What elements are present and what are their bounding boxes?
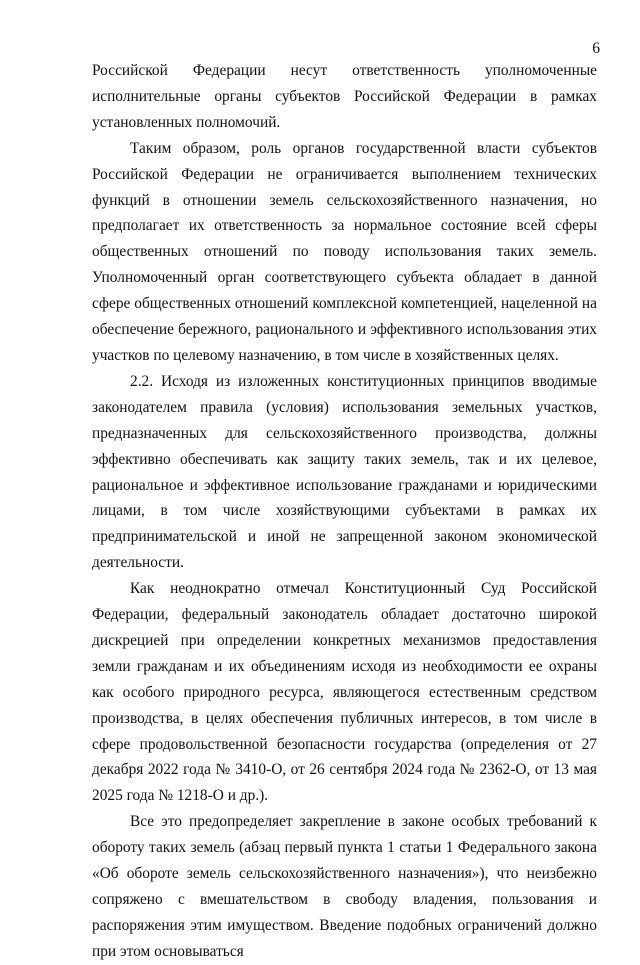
paragraph-section-2-2: 2.2. Исходя из изложенных конституционных принципов вводимые законодателем правила (условия) использования земельных участков, предназначенных для сельскохозяйственного производства, должны эффективно обеспечивать как защиту таких земель, так и их целевое, рациональное и эффективное использование гражданами и юридическими лицами, в том числе хозяйствующими субъектами в рамках их предпринимательской и иной не запрещенной законом экономической деятельности.: [92, 372, 597, 572]
document-body: [92, 58, 597, 965]
paragraph-continuation: Российской Федерации несут ответственность уполномоченные исполнительные органы субъектов Российской Федерации в рамках установленных полномочий.: [92, 62, 597, 131]
page-number: 6: [592, 40, 600, 57]
paragraph-constitutional-court: Как неоднократно отмечал Конституционный Суд Российской Федерации, федеральный законодатель обладает достаточно широкой дискрецией при определении конкретных механизмов предоставления земли гражданам и их объединениям исходя из необходимости ее охраны как особого природного ресурса, являющегося естественным средством производства, в целях обеспечения публичных интересов, в том числе в сфере продовольственной безопасности государства (определения от 27 декабря 2022 года № 3410-О, от 26 сентября 2024 года № 2362-О, от 13 мая 2025 года № 1218-О и др.).: [92, 580, 597, 805]
paragraph-regional-authority-role: Таким образом, роль органов государственной власти субъектов Российской Федерации не ограничивается выполнением технических функций в отношении земель сельскохозяйственного назначения, но предполагает их ответственность за нормальное состояние всей сферы общественных отношений по поводу использования таких земель. Уполномоченный орган соответствующего субъекта обладает в данной сфере общественных отношений комплексной компетенцией, нацеленной на обеспечение бережного, рационального и эффективного использования этих участков по целевому назначению, в том числе в хозяйственных целях.: [92, 139, 597, 364]
paragraph-turnover-requirements: Все это предопределяет закрепление в законе особых требований к обороту таких земель (абзац первый пункта 1 статьи 1 Федерального закона «Об обороте земель сельскохозяйственного назначения»), что неизбежно сопряжено с вмешательством в свободу владения, пользования и распоряжения этим имуществом. Введение подобных ограничений должно при этом основываться: [92, 813, 597, 960]
